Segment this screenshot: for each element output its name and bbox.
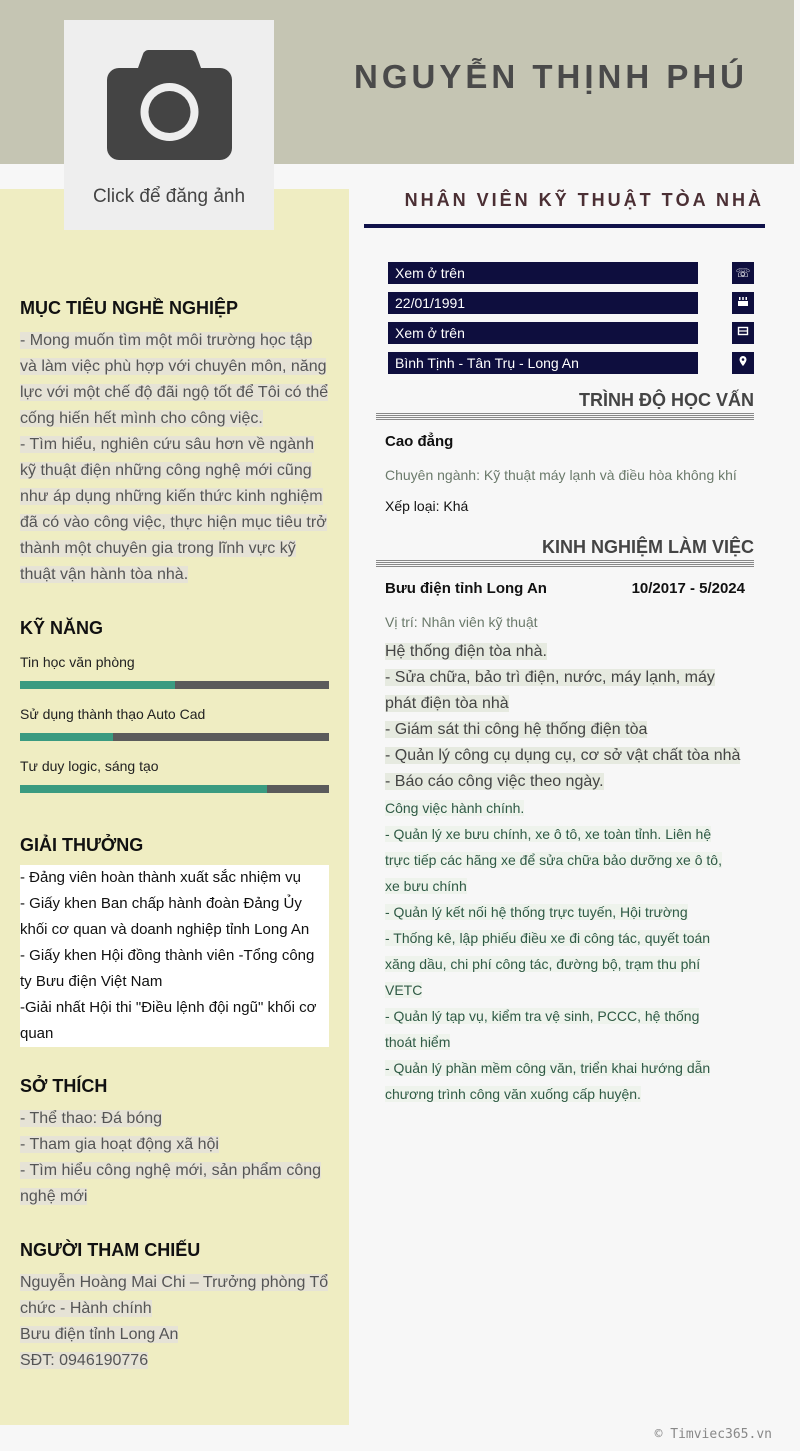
footer-watermark: © Timviec365.vn (654, 1427, 772, 1442)
skills-title: KỸ NĂNG (20, 618, 104, 638)
skill-bar (20, 785, 329, 793)
section-rule (376, 413, 754, 420)
contact-email (388, 322, 755, 344)
award-line: - Giấy khen Ban chấp hành đoàn Đảng Ủy (20, 895, 302, 912)
experience-period: 10/2017 - 5/2024 (631, 580, 745, 597)
contact-birthday-value: 22/01/1991 (388, 292, 698, 314)
experience-title: KINH NGHIỆM LÀM VIỆC (538, 537, 754, 558)
skill-bar-fill (20, 733, 113, 741)
skill-item (20, 758, 329, 774)
reference-line: Bưu điện tỉnh Long An (20, 1326, 179, 1343)
candidate-name: NGUYỄN THỊNH PHÚ (354, 58, 749, 95)
skill-item (20, 706, 329, 722)
objective-text (20, 328, 330, 588)
job-title: NHÂN VIÊN KỸ THUẬT TÒA NHÀ (404, 190, 764, 210)
job-title-underline (364, 224, 765, 228)
contact-birthday (388, 292, 755, 314)
objective-line: và làm việc phù hợp với chuyên môn, năng (20, 358, 327, 375)
phone-icon: ☏ (732, 262, 754, 284)
photo-upload[interactable] (64, 20, 274, 230)
experience-line: - Quản lý phần mềm công văn, triển khai hướng dẫn (385, 1060, 711, 1076)
objective-line: thuật vận hành tòa nhà. (20, 566, 189, 583)
experience-line: - Quản lý kết nối hệ thống trực tuyến, Hội trường (385, 904, 688, 920)
experience-line: - Giám sát thi công hệ thống điện tòa (385, 721, 648, 738)
location-pin-icon (732, 352, 754, 374)
objective-line: lực với một chế độ đãi ngộ tốt để Tôi có thể (20, 384, 329, 401)
birthday-cake-icon (732, 292, 754, 314)
award-line: khối cơ quan và doanh nghiệp tỉnh Long An (20, 921, 310, 938)
experience-line: trực tiếp các hãng xe để sửa chữa bảo dưỡng xe ô tô, (385, 852, 722, 868)
award-line: - Đảng viên hoàn thành xuất sắc nhiệm vụ (20, 869, 302, 886)
award-line: - Giấy khen Hội đồng thành viên -Tổng công (20, 947, 315, 964)
hobby-line: - Tham gia hoạt động xã hội (20, 1136, 219, 1153)
education-heading (376, 390, 754, 420)
contact-address (388, 352, 755, 374)
objective-line: - Mong muốn tìm một môi trường học tập (20, 332, 313, 349)
education-major: Chuyên ngành: Kỹ thuật máy lạnh và điều hòa không khí (385, 467, 737, 483)
references-title: NGƯỜI THAM CHIẾU (20, 1240, 201, 1260)
experience-line: VETC (385, 982, 423, 998)
experience-line: Hệ thống điện tòa nhà. (385, 643, 547, 660)
education-title: TRÌNH ĐỘ HỌC VẤN (575, 390, 754, 411)
experience-line: Công việc hành chính. (385, 800, 525, 816)
contact-email-value: Xem ở trên (388, 322, 698, 344)
experience-line: xe bưu chính (385, 878, 467, 894)
skill-bar (20, 733, 329, 741)
experience-line: - Quản lý công cụ dụng cụ, cơ sở vật chất tòa nhà (385, 747, 741, 764)
skill-bar-fill (20, 785, 267, 793)
objective-line: kỹ thuật điện những công nghệ mới cũng (20, 462, 312, 479)
experience-description (385, 639, 745, 1107)
reference-line: Nguyễn Hoàng Mai Chi – Trưởng phòng Tổ (20, 1274, 329, 1291)
skill-label: Tin học văn phòng (20, 654, 135, 670)
objective-line: đã có vào công việc, thực hiện mục tiêu trở (20, 514, 327, 531)
objective-line: thành một chuyên gia trong lĩnh vực kỹ (20, 540, 296, 557)
experience-heading (376, 537, 754, 567)
award-line: -Giải nhất Hội thi "Điều lệnh đội ngũ" khối cơ (20, 999, 317, 1016)
experience-line: chương trình công văn xuống cấp huyện. (385, 1086, 641, 1102)
experience-line: xăng dầu, chi phí công tác, đường bộ, trạm thu phí (385, 956, 701, 972)
skill-item (20, 654, 329, 670)
email-icon (732, 322, 754, 344)
experience-line: - Báo cáo công việc theo ngày. (385, 773, 604, 790)
section-rule (376, 560, 754, 567)
objective-line: cống hiến hết mình cho công việc. (20, 410, 263, 427)
skill-bar (20, 681, 329, 689)
award-line: quan (20, 1025, 54, 1042)
hobby-line: - Thể thao: Đá bóng (20, 1110, 163, 1127)
experience-line: - Thống kê, lập phiếu điều xe đi công tác, quyết toán (385, 930, 711, 946)
awards-title: GIẢI THƯỞNG (20, 835, 144, 855)
education-school: Cao đẳng (385, 433, 454, 450)
contact-phone (388, 262, 755, 284)
objective-line: như áp dụng những kiến thức kinh nghiệm (20, 488, 323, 505)
hobbies-list (20, 1106, 330, 1210)
awards-list (20, 865, 329, 1047)
hobby-line: - Tìm hiểu công nghệ mới, sản phẩm công (20, 1162, 322, 1179)
objective-line: - Tìm hiểu, nghiên cứu sâu hơn về ngành (20, 436, 314, 453)
experience-line: - Quản lý xe bưu chính, xe ô tô, xe toàn tỉnh. Liên hệ (385, 826, 712, 842)
skill-label: Sử dụng thành thạo Auto Cad (20, 706, 206, 722)
skill-label: Tư duy logic, sáng tạo (20, 758, 159, 774)
experience-line: thoát hiểm (385, 1034, 451, 1050)
objective-title: MỤC TIÊU NGHỀ NGHIỆP (20, 298, 239, 318)
hobbies-title: SỞ THÍCH (20, 1076, 108, 1096)
experience-line: - Sửa chữa, bảo trì điện, nước, máy lạnh, máy (385, 669, 715, 686)
experience-line: phát điện tòa nhà (385, 695, 509, 712)
photo-caption: Click để đăng ảnh (92, 186, 246, 207)
camera-icon (107, 50, 232, 160)
award-line: ty Bưu điện Việt Nam (20, 973, 163, 990)
reference-line: SĐT: 0946190776 (20, 1352, 149, 1369)
contact-address-value: Bình Tịnh - Tân Trụ - Long An (388, 352, 698, 374)
references-list (20, 1270, 330, 1374)
experience-position: Vị trí: Nhân viên kỹ thuật (385, 614, 538, 630)
contact-phone-value: Xem ở trên (388, 262, 698, 284)
experience-company: Bưu điện tỉnh Long An (385, 580, 547, 597)
skill-bar-fill (20, 681, 175, 689)
education-grade: Xếp loại: Khá (385, 498, 469, 514)
reference-line: chức - Hành chính (20, 1300, 152, 1317)
hobby-line: nghệ mới (20, 1188, 88, 1205)
experience-line: - Quản lý tạp vụ, kiểm tra vệ sinh, PCCC, hệ thống (385, 1008, 700, 1024)
